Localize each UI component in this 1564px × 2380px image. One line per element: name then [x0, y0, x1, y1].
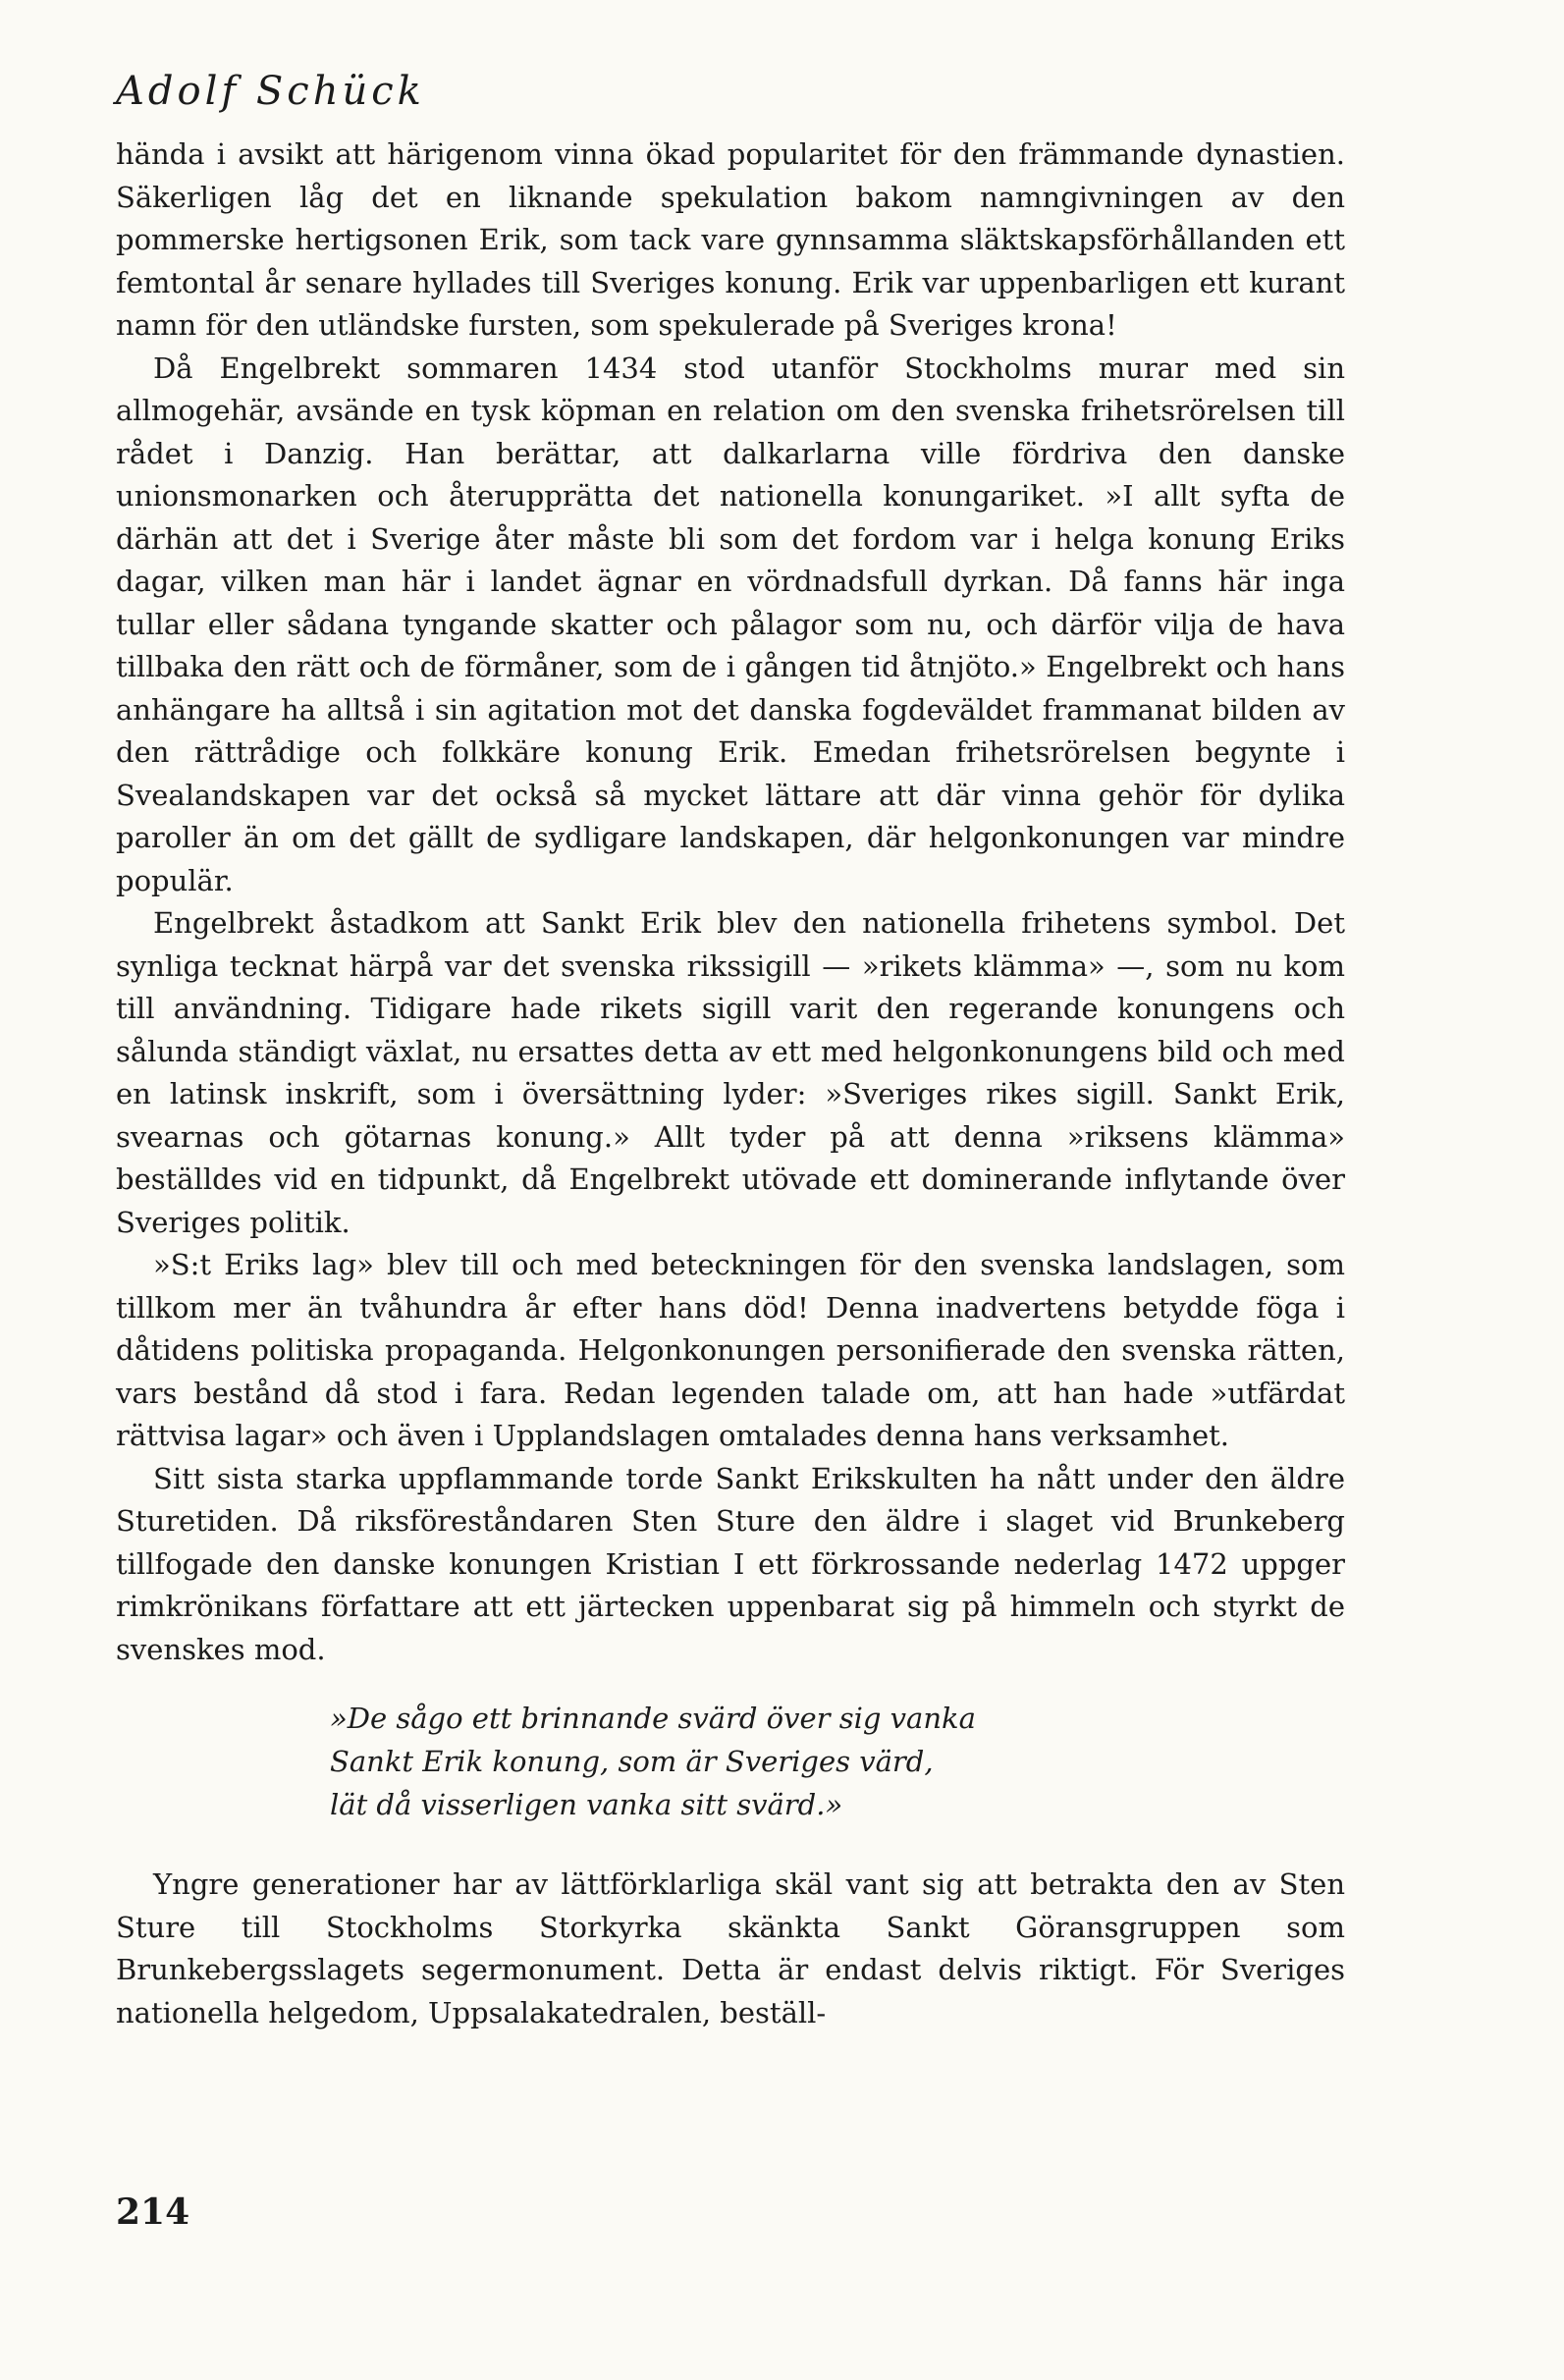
- poem-line-1: »De sågo ett brinnande svärd över sig vanka: [330, 1702, 976, 1735]
- paragraph-closing: Yngre generationer har av lättförklarliga skäl vant sig att betrakta den av Sten Sture till Stockholms Storkyrka skänkta Sankt Göransgruppen som Brunkebergsslagets segermonument. Detta är endast delvis riktigt. För Sveriges nationella helgedom, Uppsalakatedralen, beställ-: [116, 1867, 1345, 2029]
- paragraph-3: Engelbrekt åstadkom att Sankt Erik blev den nationella frihetens symbol. Det synliga tecknat härpå var det svenska rikssigill — »rikets klämma» —, som nu kom till användning. Tidigare hade rikets sigill varit den regerande konungens och sålunda ständigt växlat, nu ersattes detta av ett med helgonkonungens bild och med en latinsk inskrift, som i översättning lyder: »Sveriges rikes sigill. Sankt Erik, svearnas och götarnas konung.» Allt tyder på att denna »riksens klämma» beställdes vid en tidpunkt, då Engelbrekt utövade ett dominerande inflytande över Sveriges politik.: [116, 906, 1345, 1239]
- paragraph-1: hända i avsikt att härigenom vinna ökad popularitet för den främmande dynastien. Säkerligen låg det en liknande spekulation bakom namngivningen av den pommerske hertigsonen Erik, som tack vare gynnsamma släktskapsförhållanden ett femtontal år senare hyllades till Sveriges konung. Erik var uppenbarligen ett kurant namn för den utländske fursten, som spekulerade på Sveriges krona!: [116, 137, 1345, 342]
- paragraph-2: Då Engelbrekt sommaren 1434 stod utanför Stockholms murar med sin allmogehär, avsände en tysk köpman en relation om den svenska frihetsrörelsen till rådet i Danzig. Han berättar, att dalkarlarna ville fördriva den danske unionsmonarken och återupprätta det nationella konungariket. »I allt syfta de därhän att det i Sverige åter måste bli som det fordom var i helga konung Eriks dagar, vilken man här i landet ägnar en vördnadsfull dyrkan. Då fanns här inga tullar eller sådana tyngande skatter och pålagor som nu, och därför vilja de hava tillbaka den rätt och de förmåner, som de i gången tid åtnjöto.» Engelbrekt och hans anhängare ha alltså i sin agitation mot det danska fogdeväldet frammanat bilden av den rättrådige och folkkäre konung Erik. Emedan frihetsrörelsen begynte i Svealandskapen var det också så mycket lättare att där vinna gehör för dylika paroller än om det gällt de sydligare landskapen, där helgonkonungen var mindre populär.: [116, 351, 1345, 897]
- book-page: [116, 63, 1345, 2034]
- paragraph-4: »S:t Eriks lag» blev till och med beteckningen för den svenska landslagen, som tillkom mer än tvåhundra år efter hans död! Denna inadvertens betydde föga i dåtidens politiska propaganda. Helgonkonungen personifierade den svenska rätten, vars bestånd då stod i fara. Redan legenden talade om, att han hade »utfärdat rättvisa lagar» och även i Upplandslagen omtalades denna hans verksamhet.: [116, 1248, 1345, 1452]
- paragraph-5: Sitt sista starka uppflammande torde Sankt Erikskulten ha nått under den äldre Sturetiden. Då riksföreståndaren Sten Sture den äldre i slaget vid Brunkeberg tillfogade den danske konungen Kristian I ett förkrossande nederlag 1472 uppger rimkrönikans författare att ett järtecken uppenbarat sig på himmeln och styrkt de svenskes mod.: [116, 1461, 1345, 1666]
- body-text: [116, 134, 1345, 1671]
- poem-line-2: Sankt Erik konung, som är Sveriges värd,: [330, 1745, 934, 1778]
- poem-quotation: [330, 1697, 1345, 1826]
- poem-line-3: lät då visserligen vanka sitt svärd.»: [330, 1788, 843, 1821]
- running-head-author: Adolf Schück: [116, 69, 425, 114]
- closing-text: [116, 1864, 1345, 2034]
- page-number: 214: [116, 2191, 190, 2233]
